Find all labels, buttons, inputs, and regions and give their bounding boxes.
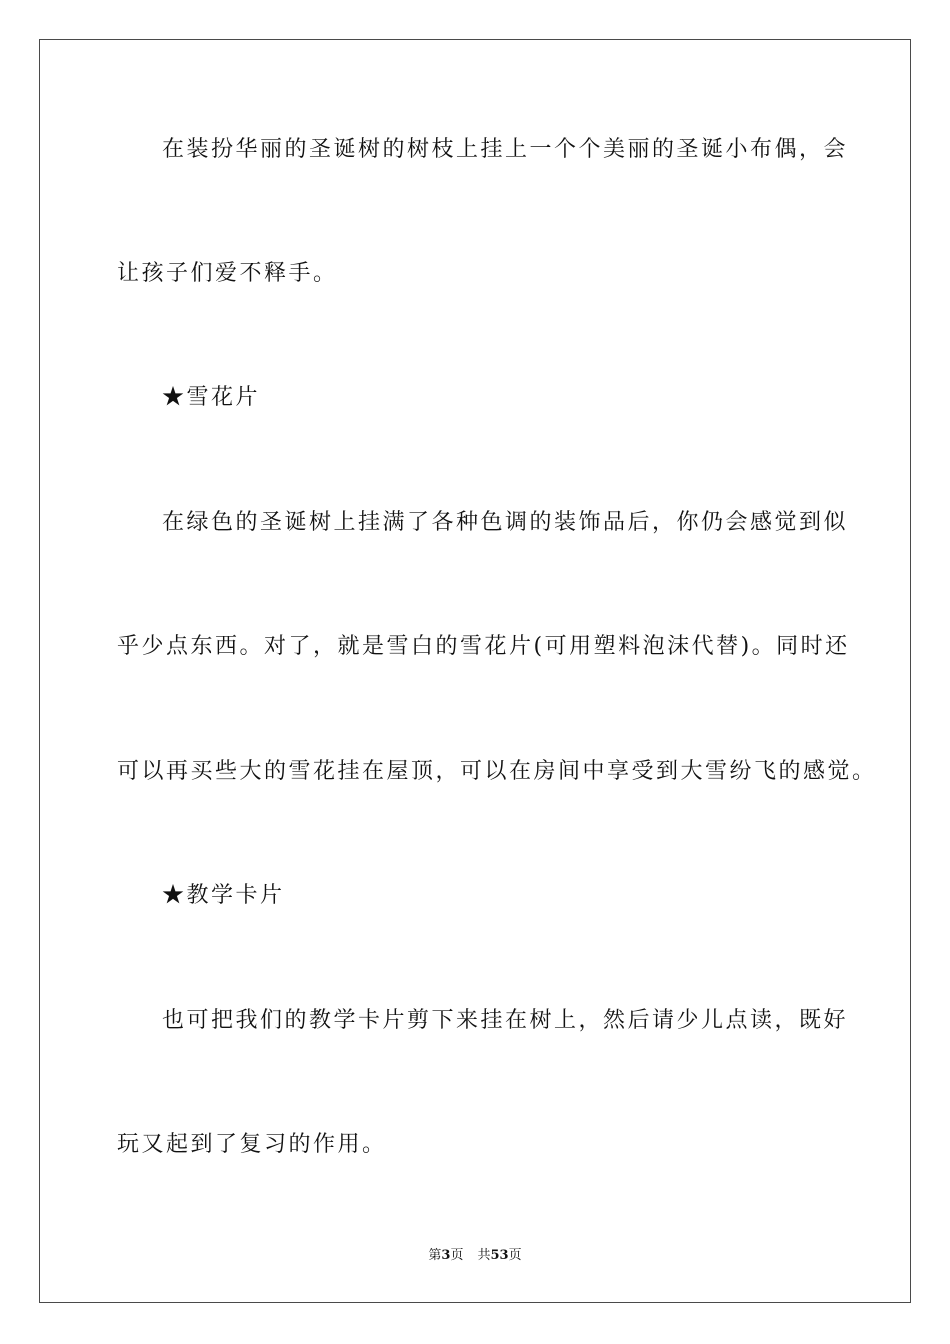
section-heading: ★教学卡片 [162, 883, 285, 908]
paragraph-line: 也可把我们的教学卡片剪下来挂在树上，然后请少儿点读，既好 [162, 1008, 849, 1033]
section-heading: ★雪花片 [162, 385, 261, 410]
paragraph-line: 在装扮华丽的圣诞树的树枝上挂上一个个美丽的圣诞小布偶，会 [162, 137, 849, 162]
paragraph-line: 让孩子们爱不释手。 [117, 261, 338, 286]
paragraph-line: 乎少点东西。对了，就是雪白的雪花片(可用塑料泡沫代替)。同时还 [117, 634, 850, 659]
page-current: 3 [441, 1248, 451, 1263]
page-suffix: 页 [450, 1248, 464, 1263]
paragraph-line: 在绿色的圣诞树上挂满了各种色调的装饰品后，你仍会感觉到似 [162, 510, 849, 535]
total-suffix: 页 [508, 1248, 522, 1263]
page-total: 53 [490, 1248, 509, 1263]
paragraph-line: 玩又起到了复习的作用。 [117, 1132, 387, 1157]
page-prefix: 第 [428, 1248, 442, 1263]
page-footer [0, 1246, 950, 1266]
total-prefix: 共 [477, 1248, 491, 1263]
page-border [39, 39, 911, 1303]
paragraph-line: 可以再买些大的雪花挂在屋顶，可以在房间中享受到大雪纷飞的感觉。 [117, 759, 877, 784]
